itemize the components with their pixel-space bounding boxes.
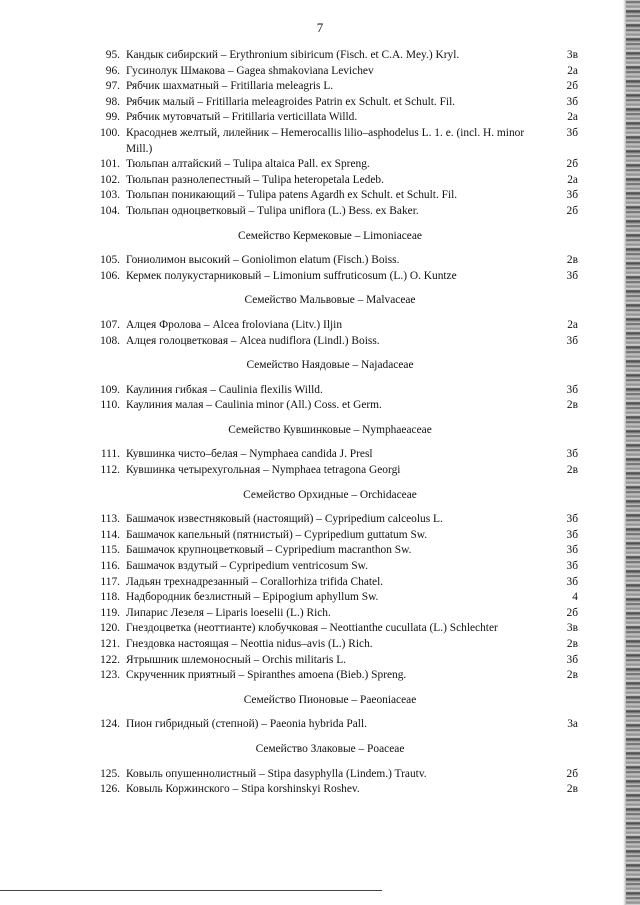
rarity-category: 4 <box>572 591 578 604</box>
species-number: 109. <box>100 383 120 396</box>
species-row <box>80 110 580 126</box>
species-name: Ковыль опушеннолистный – Stipa dasyphylla (Lindem.) Trautv. <box>126 767 427 780</box>
species-list <box>80 48 580 798</box>
family-heading: Семейство Пионовые – Paeoniaceae <box>243 693 417 706</box>
species-number: 97. <box>105 80 120 93</box>
rarity-category: 2а <box>567 64 578 77</box>
rarity-category: 2а <box>567 173 578 186</box>
species-row <box>80 126 580 157</box>
species-row <box>80 590 580 606</box>
species-name: Рябчик шахматный – Fritillaria meleagris L. <box>126 80 334 93</box>
rarity-category: 3а <box>567 718 578 731</box>
species-row <box>80 157 580 173</box>
family-heading: Семейство Наядовые – Najadaceae <box>246 359 414 372</box>
species-number: 103. <box>100 189 120 202</box>
species-row <box>80 543 580 559</box>
species-name: Пион гибридный (степной) – Paeonia hybrida Pall. <box>126 718 367 731</box>
species-number: 106. <box>100 269 120 282</box>
species-number: 123. <box>100 669 120 682</box>
rarity-category: 3в <box>566 49 578 61</box>
rarity-category: 3б <box>566 189 578 202</box>
species-number: 121. <box>100 638 120 650</box>
rarity-category: 2в <box>566 669 578 682</box>
species-number: 125. <box>100 767 120 780</box>
species-row <box>80 79 580 95</box>
species-number: 110. <box>100 399 120 412</box>
rarity-category: 3б <box>566 544 578 557</box>
species-row <box>80 64 580 80</box>
species-name: Скрученник приятный – Spiranthes amoena (Bieb.) Spreng. <box>126 669 407 682</box>
species-number: 116. <box>100 560 120 573</box>
species-name: Кувшинка четырехугольная – Nymphaea tetragona Georgi <box>126 464 401 477</box>
species-name: Кермек полукустарниковый – Limonium suffruticosum (L.) O. Kuntze <box>126 269 457 282</box>
species-row <box>80 269 580 285</box>
species-row <box>80 383 580 399</box>
species-row <box>80 575 580 591</box>
species-number: 124. <box>100 718 120 731</box>
species-row <box>80 606 580 622</box>
page-number: 7 <box>316 20 324 35</box>
rarity-category: 2а <box>567 111 578 124</box>
species-name: Ятрышник шлемоносный – Orchis militaris L. <box>126 653 347 666</box>
rarity-category: 2в <box>566 783 578 796</box>
species-number: 95. <box>105 49 120 61</box>
family-heading: Семейство Орхидные – Orchidaceae <box>243 488 417 501</box>
species-name: Башмачок вздутый – Cypripedium ventricosum Sw. <box>126 560 368 573</box>
rarity-category: 2в <box>566 399 578 412</box>
rarity-category: 3б <box>566 95 578 108</box>
species-name: Башмачок капельный (пятнистый) – Cypripedium guttatum Sw. <box>126 528 428 541</box>
species-row <box>80 717 580 733</box>
species-name: Гусинолук Шмакова – Gagea shmakoviana Levichev <box>126 64 374 77</box>
species-number: 113. <box>100 513 120 526</box>
species-number: 99. <box>105 111 120 124</box>
rarity-category: 2б <box>566 767 578 780</box>
rarity-category: 2б <box>566 158 578 171</box>
species-number: 120. <box>100 622 120 635</box>
rarity-category: 3б <box>566 653 578 666</box>
species-row <box>80 173 580 189</box>
species-number: 117. <box>100 575 120 588</box>
species-row <box>80 398 580 414</box>
species-row <box>80 204 580 220</box>
species-row <box>80 782 580 798</box>
species-number: 101. <box>100 158 120 171</box>
species-row <box>80 621 580 637</box>
rarity-category: 3б <box>566 560 578 573</box>
species-number: 102. <box>100 173 120 186</box>
species-number: 119. <box>100 606 120 619</box>
species-name: Тюльпан алтайский – Tulipa altaica Pall. ex Spreng. <box>126 158 370 171</box>
footnote-rule <box>0 890 382 891</box>
rarity-category: 3б <box>566 126 578 139</box>
species-name: Алцея голоцветковая – Alcea nudiflora (Lindl.) Boiss. <box>126 334 380 347</box>
species-name: Каулиния малая – Caulinia minor (All.) Coss. et Germ. <box>126 399 382 412</box>
species-name: Рябчик малый – Fritillaria meleagroides Patrin ex Schult. et Schult. Fil. <box>126 95 456 108</box>
rarity-category: 3б <box>566 334 578 347</box>
family-heading: Семейство Кувшинковые – Nymphaeaceae <box>228 423 432 436</box>
species-name: Алцея Фролова – Alcea froloviana (Litv.) Iljin <box>126 318 343 331</box>
rarity-category: 2б <box>566 80 578 93</box>
species-row <box>80 447 580 463</box>
family-heading: Семейство Кермековые – Limoniaceae <box>238 229 422 242</box>
species-number: 122. <box>100 653 120 666</box>
species-number: 104. <box>100 204 120 217</box>
species-number: 105. <box>100 254 120 267</box>
species-name: Каулиния гибкая – Caulinia flexilis Willd. <box>126 383 323 396</box>
species-number: 126. <box>100 783 120 796</box>
family-heading: Семейство Злаковые – Poaceae <box>255 742 405 755</box>
species-number: 114. <box>100 528 120 541</box>
species-number: 111. <box>100 448 120 461</box>
rarity-category: 3б <box>566 575 578 588</box>
species-number: 112. <box>100 464 120 477</box>
species-row <box>80 512 580 528</box>
species-row <box>80 334 580 350</box>
species-row <box>80 637 580 653</box>
species-name: Гнездовка настоящая – Neottia nidus–avis (L.) Rich. <box>126 638 373 650</box>
species-name: Гониолимон высокий – Goniolimon elatum (Fisch.) Boiss. <box>126 254 400 267</box>
species-name: Тюльпан одноцветковый – Tulipa uniflora (L.) Bess. ex Baker. <box>126 204 419 217</box>
rarity-category: 2в <box>566 254 578 267</box>
species-row <box>80 463 580 479</box>
species-row <box>80 48 580 64</box>
species-row <box>80 767 580 783</box>
species-number: 98. <box>105 95 120 108</box>
species-number: 115. <box>100 544 120 557</box>
rarity-category: 2в <box>566 464 578 477</box>
species-row <box>80 528 580 544</box>
species-row <box>80 668 580 684</box>
species-name: Гнездоцветка (неоттианте) клобучковая – Neottianthe cucullata (L.) Schlechter <box>126 622 498 635</box>
rarity-category: 3б <box>566 269 578 282</box>
species-row <box>80 318 580 334</box>
species-name: Надбородник безлистный – Epipogium aphyllum Sw. <box>126 591 379 604</box>
species-row <box>80 559 580 575</box>
species-row <box>80 253 580 269</box>
rarity-category: 2в <box>566 638 578 650</box>
species-number: 107. <box>100 318 120 331</box>
species-number: 108. <box>100 334 120 347</box>
species-number: 100. <box>100 126 120 139</box>
species-row <box>80 653 580 669</box>
rarity-category: 2а <box>567 318 578 331</box>
species-row <box>80 95 580 111</box>
species-name: Рябчик мутовчатый – Fritillaria verticillata Willd. <box>126 111 358 124</box>
species-name: Башмачок крупноцветковый – Cypripedium macranthon Sw. <box>126 544 412 557</box>
rarity-category: 3б <box>566 528 578 541</box>
species-name: Кандык сибирский – Erythronium sibiricum (Fisch. et C.A. Mey.) Kryl. <box>126 49 460 61</box>
species-name: Красоднев желтый, лилейник – Hemerocallis lilio–asphodelus L. 1. e. (incl. H. minor Mill.) <box>126 126 525 155</box>
rarity-category: 3б <box>566 448 578 461</box>
species-name: Липарис Лезеля – Liparis loeselii (L.) Rich. <box>126 606 331 619</box>
species-name: Тюльпан поникающий – Tulipa patens Agardh ex Schult. et Schult. Fil. <box>126 189 458 202</box>
species-name: Кувшинка чисто–белая – Nymphaea candida J. Presl <box>126 448 373 461</box>
species-name: Ковыль Коржинского – Stipa korshinskyi Roshev. <box>126 783 360 796</box>
species-number: 96. <box>105 64 120 77</box>
rarity-category: 3б <box>566 513 578 526</box>
species-number: 118. <box>100 591 120 604</box>
species-name: Ладьян трехнадрезанный – Corallorhiza trifida Chatel. <box>126 575 384 588</box>
rarity-category: 2б <box>566 204 578 217</box>
scan-edge <box>626 0 640 905</box>
family-heading: Семейство Мальвовые – Malvaceae <box>244 294 416 307</box>
species-name: Тюльпан разнолепестный – Tulipa heteropetala Ledeb. <box>126 173 384 186</box>
rarity-category: 3б <box>566 383 578 396</box>
species-row <box>80 188 580 204</box>
rarity-category: 2б <box>566 606 578 619</box>
species-name: Башмачок известняковый (настоящий) – Cypripedium calceolus L. <box>126 513 443 526</box>
rarity-category: 3в <box>566 622 578 635</box>
